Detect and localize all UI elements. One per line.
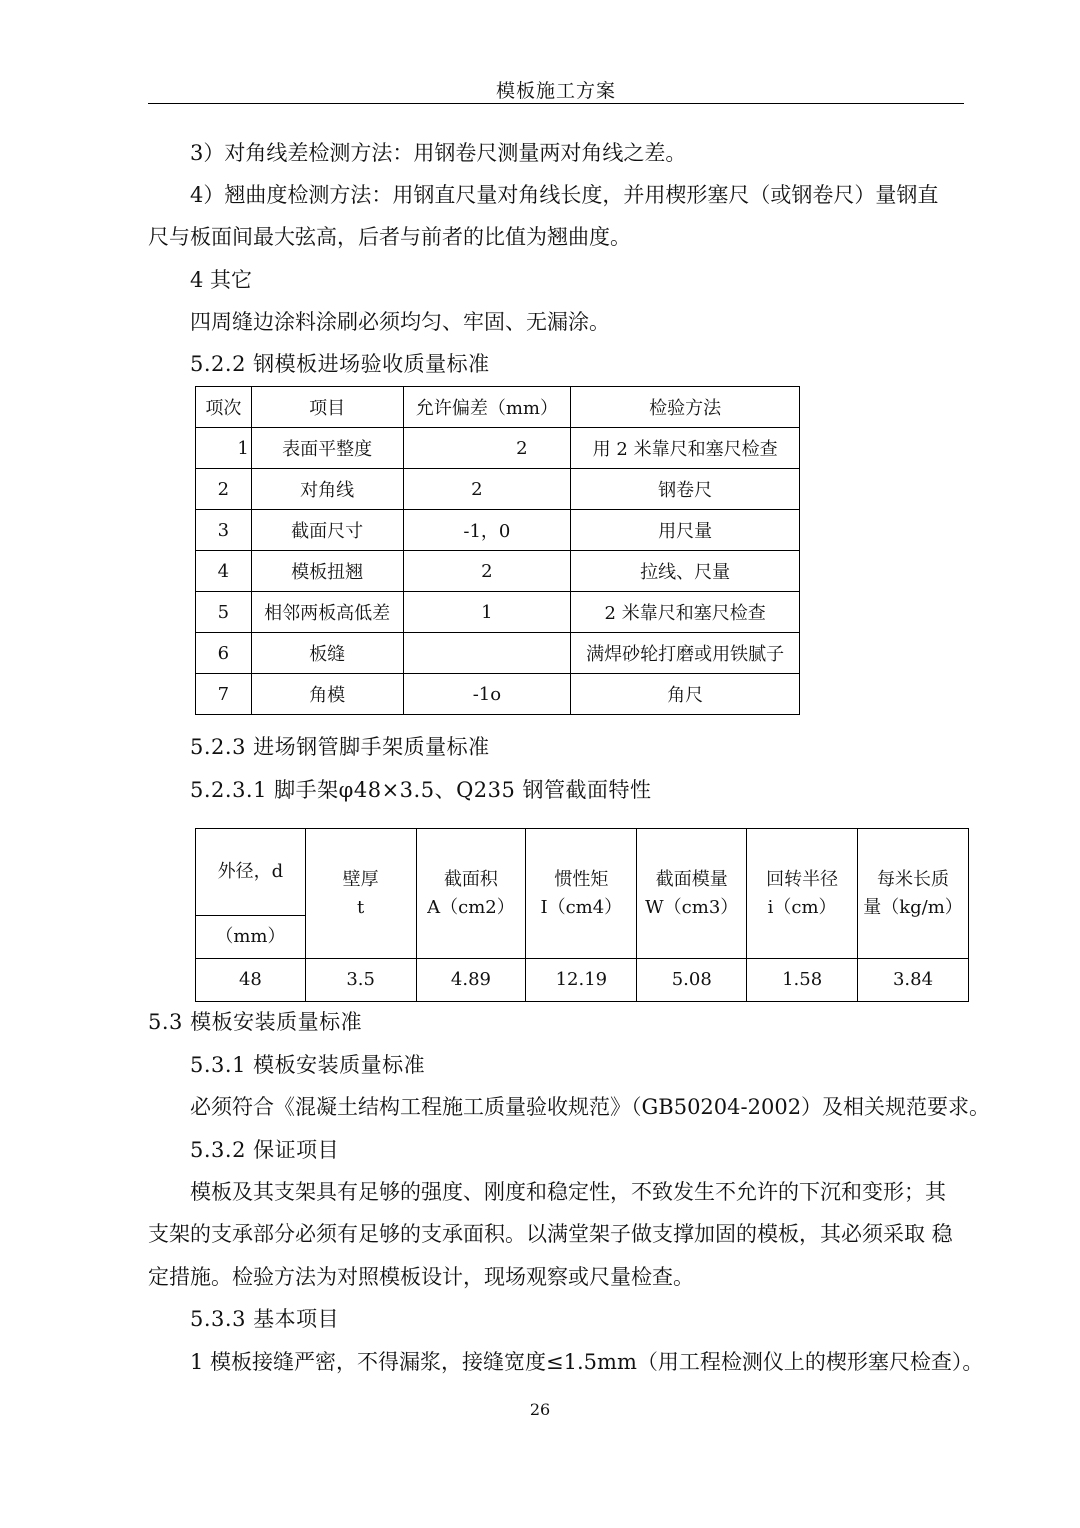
table-cell: 模板扭翘 [251, 551, 403, 592]
section-heading-5-3-1: 5.3.1 模板安装质量标准 [190, 1053, 426, 1077]
section-heading-5-2-3-1: 5.2.3.1 脚手架φ48×3.5、Q235 钢管截面特性 [190, 778, 652, 802]
section-heading-5-3: 5.3 模板安装质量标准 [148, 1010, 363, 1034]
table-cell: 5 [196, 592, 252, 633]
header-title: 模板施工方案 [495, 80, 616, 102]
header-line-1: 惯性矩 [554, 868, 609, 890]
table-header-cell [526, 829, 637, 959]
table-cell: -1，0 [403, 510, 571, 551]
table-cell: 板缝 [251, 633, 403, 674]
table-cell: 对角线 [251, 469, 403, 510]
table-cell: 截面尺寸 [251, 510, 403, 551]
table-cell: 1 [403, 592, 571, 633]
table-cell: 4 [196, 551, 252, 592]
table-cell: 2 米靠尺和塞尺检查 [571, 592, 800, 633]
table-row [196, 592, 800, 633]
table-cell: 2 [403, 551, 571, 592]
table-cell: 拉线、尺量 [571, 551, 800, 592]
table-header-row [196, 387, 800, 428]
table-cell: 用尺量 [571, 510, 800, 551]
table-cell: 满焊砂轮打磨或用铁腻子 [571, 633, 800, 674]
section-heading-5-3-2: 5.3.2 保证项目 [190, 1138, 340, 1162]
page-number: 26 [529, 1400, 551, 1419]
paragraph-guarantee-line1: 模板及其支架具有足够的强度、刚度和稳定性，不致发生不允许的下沉和变形；其 [190, 1180, 946, 1204]
table-cell: 6 [196, 633, 252, 674]
steel-tube-section-table [195, 828, 969, 1002]
table-cell: 角尺 [571, 674, 800, 715]
header-rule [148, 103, 964, 104]
header-line-2: I（cm4） [540, 896, 623, 918]
table-header-cell: 允许偏差（mm） [403, 387, 571, 428]
table-row [196, 551, 800, 592]
table-header-row [196, 829, 969, 916]
table-cell: 2 [196, 469, 252, 510]
header-line-2: t [357, 896, 365, 918]
table-cell: 钢卷尺 [571, 469, 800, 510]
table-row [196, 959, 969, 1002]
table-row [196, 428, 800, 469]
table-cell: 用 2 米靠尺和塞尺检查 [571, 428, 800, 469]
table-cell: 2 [403, 428, 571, 469]
table-cell: -1o [403, 674, 571, 715]
table-cell: 2 [403, 469, 571, 510]
paragraph-diagonal-method: 3）对角线差检测方法：用钢卷尺测量两对角线之差。 [190, 141, 687, 165]
header-line-1: 每米长质 [877, 868, 949, 890]
paragraph-guarantee-line3: 定措施。检验方法为对照模板设计，现场观察或尺量检查。 [148, 1265, 694, 1289]
table-cell: 1.58 [747, 959, 858, 1002]
section-heading-5-3-3: 5.3.3 基本项目 [190, 1307, 340, 1331]
paragraph-guarantee-line2: 支架的支承部分必须有足够的支承面积。以满堂架子做支撑加固的模板，其必须采取 稳 [148, 1222, 953, 1246]
table-header-cell-unit: （mm） [196, 916, 306, 959]
table-cell: 3 [196, 510, 252, 551]
table-header-cell: 项目 [251, 387, 403, 428]
header-line-2: 量（kg/m） [863, 896, 963, 918]
table-cell: 12.19 [526, 959, 637, 1002]
header-line-2: W（cm3） [645, 896, 739, 918]
table-cell: 角模 [251, 674, 403, 715]
header-line-2: i（cm） [767, 896, 837, 918]
table-header-cell [858, 829, 969, 959]
table-header-cell [637, 829, 747, 959]
table-cell: 3.5 [305, 959, 416, 1002]
table-cell: 3.84 [858, 959, 969, 1002]
header-line-1: 壁厚 [342, 868, 379, 890]
table-cell [403, 633, 571, 674]
table-cell: 48 [196, 959, 306, 1002]
paragraph-warp-method-line2: 尺与板面间最大弦高，后者与前者的比值为翘曲度。 [148, 225, 631, 249]
table-cell: 1 [196, 428, 252, 469]
paragraph-edge-coating: 四周缝边涂料涂刷必须均匀、牢固、无漏涂。 [190, 310, 610, 334]
table-header-cell: 检验方法 [571, 387, 800, 428]
table-row [196, 469, 800, 510]
table-cell: 7 [196, 674, 252, 715]
paragraph-other-heading: 4 其它 [190, 268, 253, 292]
table-row [196, 674, 800, 715]
header-line-1: 截面模量 [655, 868, 728, 890]
table-header-cell [416, 829, 526, 959]
header-line-1: 截面积 [443, 868, 498, 890]
table-cell: 表面平整度 [251, 428, 403, 469]
table-cell: 5.08 [637, 959, 747, 1002]
table-header-cell [305, 829, 416, 959]
table-row [196, 633, 800, 674]
paragraph-warp-method-line1: 4）翘曲度检测方法：用钢直尺量对角线长度，并用楔形塞尺（或钢卷尺）量钢直 [190, 183, 939, 207]
steel-formwork-quality-table [195, 386, 800, 715]
section-heading-5-2-3: 5.2.3 进场钢管脚手架质量标准 [190, 735, 490, 759]
paragraph-joint-tightness: 1 模板接缝严密，不得漏浆，接缝宽度≤1.5mm（用工程检测仪上的楔形塞尺检查）。 [190, 1350, 984, 1374]
table-cell: 相邻两板高低差 [251, 592, 403, 633]
table-header-cell-diameter: 外径，d [196, 829, 306, 916]
header-line-2: A（cm2） [427, 896, 515, 918]
table-header-cell: 项次 [196, 387, 252, 428]
paragraph-spec-compliance: 必须符合《混凝土结构工程施工质量验收规范》（GB50204-2002）及相关规范要求。 [190, 1095, 991, 1119]
table-header-cell [747, 829, 858, 959]
table-cell: 4.89 [416, 959, 526, 1002]
header-line-1: 回转半径 [766, 868, 839, 890]
table-row [196, 510, 800, 551]
section-heading-5-2-2: 5.2.2 钢模板进场验收质量标准 [190, 352, 490, 376]
